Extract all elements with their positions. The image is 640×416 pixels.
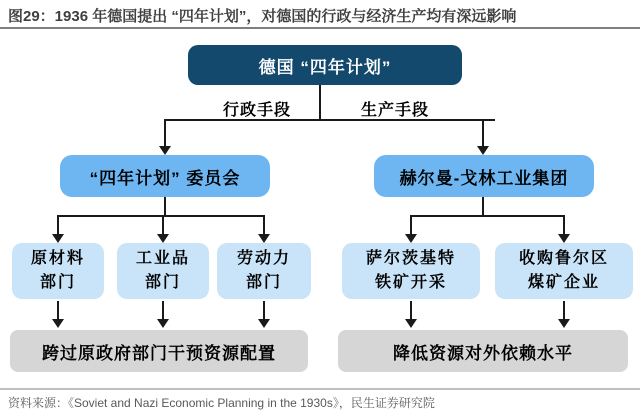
- connector-outcome-r1: [410, 301, 412, 319]
- node-line: 部门: [144, 274, 181, 291]
- branch-label-administrative: 行政手段: [222, 102, 291, 119]
- figure-title: 图29：1936 年德国提出 “四年计划”，对德国的行政与经济生产均有深远影响: [8, 8, 517, 25]
- node-ruhr-coal-acquisition: [495, 243, 633, 299]
- connector-outcome-l2: [162, 301, 164, 319]
- connector-right-child1: [410, 215, 412, 234]
- connector-left-child1: [57, 215, 59, 234]
- arrow-down-icon: [558, 234, 570, 243]
- arrow-down-icon: [405, 234, 417, 243]
- figure-header: [0, 0, 640, 29]
- arrow-down-icon: [157, 234, 169, 243]
- connector-left-bar: [57, 215, 265, 217]
- arrow-down-icon: [159, 146, 171, 155]
- arrow-down-icon: [477, 146, 489, 155]
- connector-outcome-l1: [57, 301, 59, 319]
- node-raw-materials-dept: [12, 243, 104, 299]
- arrow-down-icon: [558, 319, 570, 328]
- connector-left-drop: [164, 119, 166, 146]
- outcome-resource-allocation: 跨过原政府部门干预资源配置: [10, 330, 308, 372]
- arrow-down-icon: [258, 319, 270, 328]
- node-line: 煤矿企业: [527, 274, 600, 291]
- arrow-down-icon: [405, 319, 417, 328]
- connector-right-stem: [482, 197, 484, 216]
- node-industrial-goods-dept: [117, 243, 209, 299]
- connector-left-stem: [164, 197, 166, 216]
- connector-left-child3: [263, 215, 265, 234]
- arrow-down-icon: [157, 319, 169, 328]
- outcome-reduce-foreign-dependence: 降低资源对外依赖水平: [338, 330, 628, 372]
- node-line: 原材料: [30, 250, 85, 267]
- connector-right-drop: [482, 119, 484, 146]
- branch-label-production: 生产手段: [360, 102, 429, 119]
- connector-right-child2: [563, 215, 565, 234]
- connector-left-child2: [162, 215, 164, 234]
- connector-outcome-r2: [563, 301, 565, 319]
- node-line: 部门: [245, 274, 282, 291]
- node-labor-dept: [217, 243, 311, 299]
- arrow-down-icon: [52, 319, 64, 328]
- arrow-down-icon: [52, 234, 64, 243]
- node-four-year-plan-committee: “四年计划” 委员会: [60, 155, 270, 197]
- arrow-down-icon: [258, 234, 270, 243]
- node-line: 部门: [39, 274, 76, 291]
- node-line: 萨尔茨基特: [365, 250, 456, 267]
- node-germany-four-year-plan: 德国 “四年计划”: [188, 45, 462, 85]
- node-hermann-goering-industrial-group: 赫尔曼-戈林工业集团: [374, 155, 594, 197]
- connector-outcome-l3: [263, 301, 265, 319]
- node-line: 铁矿开采: [374, 274, 447, 291]
- source-note: 资料来源：《Soviet and Nazi Economic Planning in the 1930s》，民生证券研究院: [8, 396, 435, 410]
- node-line: 收购鲁尔区: [518, 250, 609, 267]
- connector-root-stem: [319, 85, 321, 120]
- node-line: 工业品: [135, 250, 190, 267]
- node-salzgitter-iron-mining: [342, 243, 480, 299]
- footer-divider: [0, 388, 640, 390]
- node-line: 劳动力: [236, 250, 291, 267]
- connector-right-bar: [410, 215, 565, 217]
